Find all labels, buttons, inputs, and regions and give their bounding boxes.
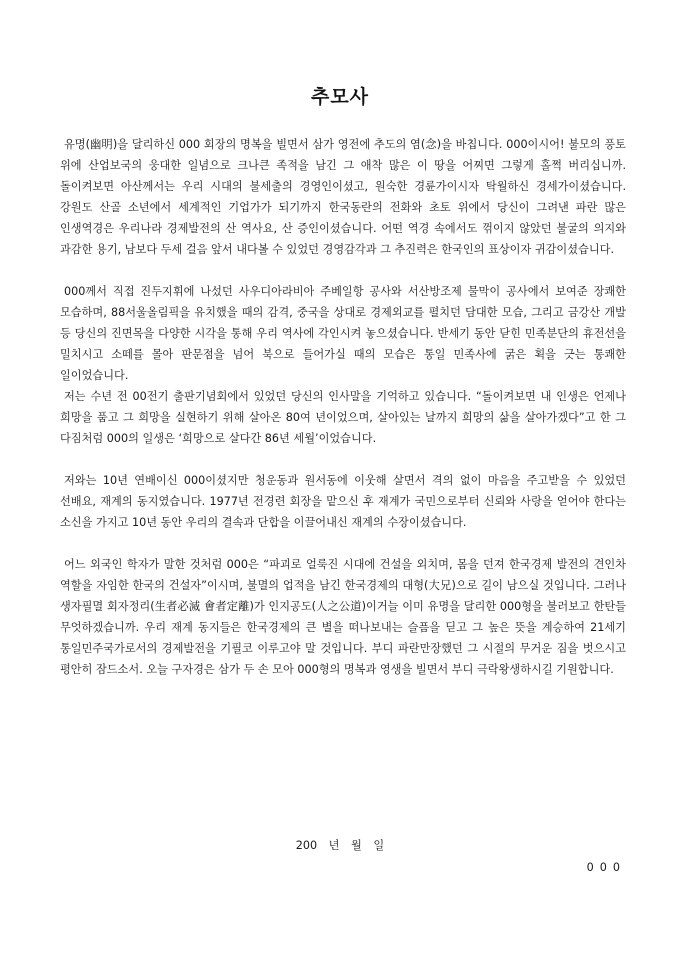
date-line: 200 년 월 일 — [295, 839, 385, 852]
paragraph-3: 저는 수년 전 00전기 출판기념회에서 있었던 당신의 인사말을 기억하고 있습니다. “돌이켜보면 내 인생은 언제나 희망을 품고 그 희망을 실현하기 위해 살아온 80여 년이었으며, 살아있는 날까지 희망의 삶을 살아가겠다”고 한 그 다짐처럼 000의 일생은 ‘희망으로 살다간 86년 세월’이었습니다. — [60, 390, 626, 445]
paragraph-2: 000께서 직접 진두지휘에 나섰던 사우디아라비아 주베일항 공사와 서산방조제 물막이 공사에서 보여준 장쾌한 모습하며, 88서울올림픽을 유치했을 때의 감격, 중국을 상대로 경제외교를 펼치던 담대한 모습, 그리고 금강산 개발 등 당신의 진면목을 다양한 시각을 통해 우리 역사에 각인시켜 놓으셨습니다. 반세기 동안 닫힌 민족분단의 휴전선을 밀치시고 소떼를 몰아 판문점을 넘어 북으로 들어가실 때의 모습은 통일 민족사에 굵은 획을 긋는 통쾌한 일이었습니다. — [60, 285, 626, 382]
document-title: 추모사 — [310, 86, 370, 108]
paragraph-5: 어느 외국인 학자가 말한 것처럼 000은 “파괴로 얼룩진 시대에 건설을 외치며, 몸을 던져 한국경제 발전의 견인차 역할을 자임한 한국의 건설자”이시며, 불멸의 업적을 남긴 한국경제의 대형(大兄)으로 길이 남으실 것입니다. 그러나 생자필멸 회자정리(生者必滅 會者定離)가 인지공도(人之公道)이거늘 이미 유명을 달리한 000형을 불러보고 한탄들 무엇하겠습니까. 우리 재계 동지들은 한국경제의 큰 별을 떠나보내는 슬픔을 딛고 그 높은 뜻을 계승하여 21세기 통일민주국가로서의 경제발전을 기필코 이루고야 말 것입니다. 부디 파란만장했던 그 시절의 무거운 짐을 벗으시고 평안히 잠드소서. 오늘 구자경은 삼가 두 손 모아 000형의 명복과 영생을 빌면서 부디 극락왕생하시길 기원합니다. — [60, 558, 626, 676]
paragraph-4: 저와는 10년 연배이신 000이셨지만 청운동과 원서동에 이웃해 살면서 격의 없이 마음을 주고받을 수 있었던 선배요, 재계의 동지였습니다. 1977년 전경련 회장을 맡으신 후 재계가 국민으로부터 신뢰와 사랑을 얻어야 한다는 소신을 가지고 10년 동안 우리의 결속과 단합을 이끌어내신 재계의 수장이셨습니다. — [60, 474, 626, 529]
paragraph-1: 유명(幽明)을 달리하신 000 회장의 명복을 빌면서 삼가 영전에 추도의 염(念)을 바칩니다. 000이시어! 불모의 풍토 위에 산업보국의 웅대한 일념으로 크나큰 족적을 남긴 그 애착 많은 이 땅을 어찌면 그렇게 홀쩍 버리십니까. 돌이켜보면 아산께서는 우리 시대의 불세출의 경영인이셨고, 원숙한 경륜가이시자 탁월하신 경세가이셨습니다. 강원도 산골 소년에서 세계적인 기업가가 되기까지 한국동란의 전화와 초토 위에서 당신이 그려낸 파란 많은 인생역경은 우리나라 경제발전의 산 역사요, 산 증인이셨습니다. 어떤 역경 속에서도 꺾이지 않았던 불굴의 의지와 과감한 용기, 남보다 두세 걸음 앞서 내다볼 수 있었던 경영감각과 그 추진력은 한국인의 표상이자 귀감이셨습니다. — [60, 138, 626, 256]
eulogy-body — [60, 134, 626, 680]
signer-name: 000 — [586, 861, 626, 874]
